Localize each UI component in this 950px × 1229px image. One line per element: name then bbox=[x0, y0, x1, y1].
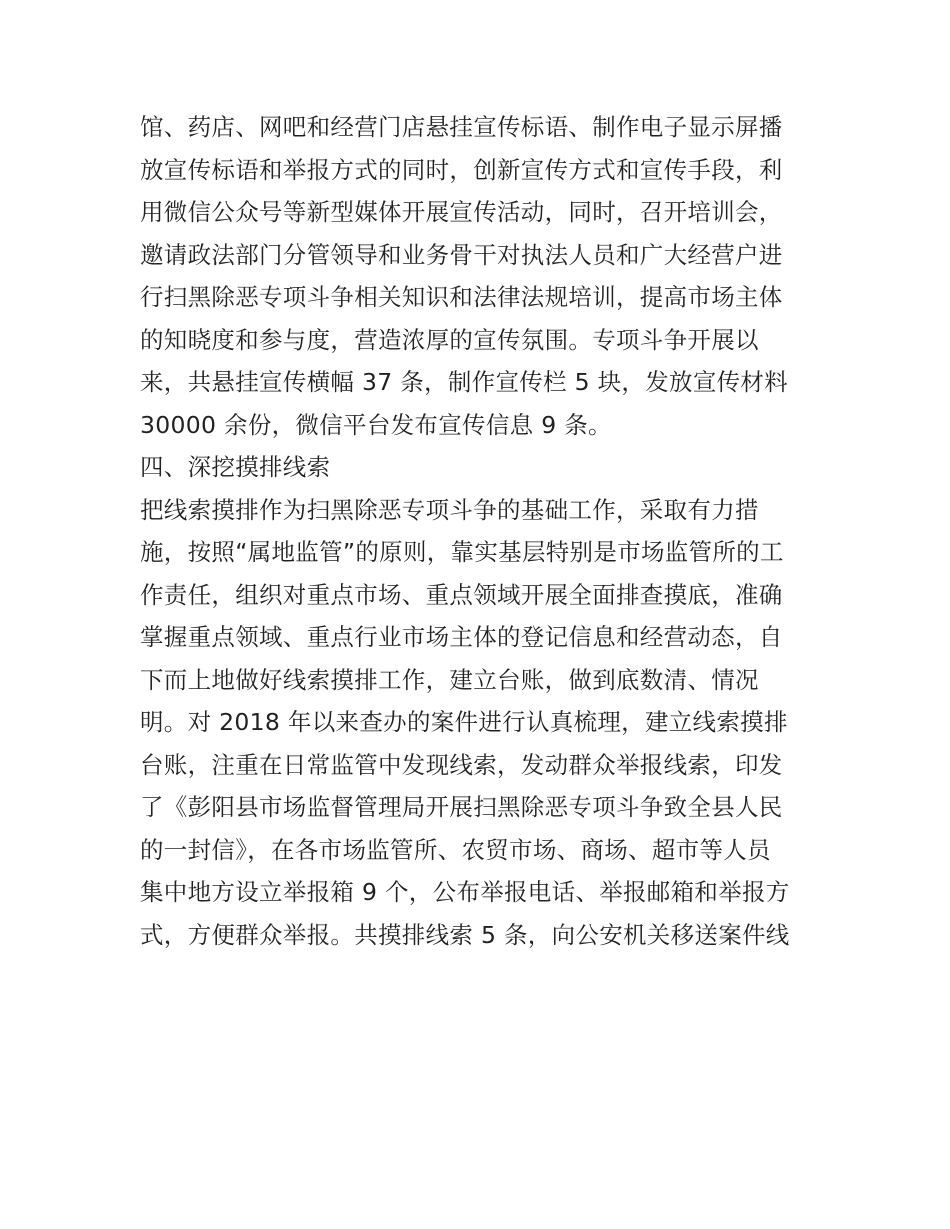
text-line: 30000 余份，微信平台发布宣传信息 9 条。 bbox=[140, 410, 612, 439]
text-line: 集中地方设立举报箱 9 个，公布举报电话、举报邮箱和举报方 bbox=[140, 878, 790, 906]
text-line: 下而上地做好线索摸排工作，建立台账，做到底数清、情况 bbox=[140, 665, 759, 694]
text-line: 施，按照“属地监管”的原则，靠实基层特别是市场监管所的工 bbox=[140, 538, 784, 566]
text-line: 台账，注重在日常监管中发现线索，发动群众举报线索，印发 bbox=[140, 750, 783, 779]
text-line: 了《彭阳县市场监督管理局开展扫黑除恶专项斗争致全县人民 bbox=[140, 793, 783, 821]
text-line: 邀请政法部门分管领导和业务骨干对执法人员和广大经营户进 bbox=[140, 240, 783, 269]
text-line: 明。对 2018 年以来查办的案件进行认真梳理，建立线索摸排 bbox=[140, 708, 788, 736]
text-line: 作责任，组织对重点市场、重点领域开展全面排查摸底，准确 bbox=[140, 580, 783, 609]
document-body bbox=[140, 106, 820, 956]
section-heading: 四、深挖摸排线索 bbox=[140, 453, 331, 481]
text-line: 把线索摸排作为扫黑除恶专项斗争的基础工作，采取有力措 bbox=[140, 495, 759, 524]
text-line: 来，共悬挂宣传横幅 37 条，制作宣传栏 5 块，发放宣传材料 bbox=[140, 368, 789, 396]
text-line: 的一封信》，在各市场监管所、农贸市场、商场、超市等人员 bbox=[140, 835, 771, 864]
text-line: 的知晓度和参与度，营造浓厚的宣传氛围。专项斗争开展以 bbox=[140, 325, 759, 354]
text-line: 式，方便群众举报。共摸排线索 5 条，向公安机关移送案件线 bbox=[140, 920, 790, 949]
text-line: 掌握重点领域、重点行业市场主体的登记信息和经营动态，自 bbox=[140, 623, 783, 651]
text-line: 放宣传标语和举报方式的同时，创新宣传方式和宣传手段，利 bbox=[140, 155, 783, 184]
text-line: 用微信公众号等新型媒体开展宣传活动，同时，召开培训会， bbox=[140, 198, 783, 226]
text-line: 行扫黑除恶专项斗争相关知识和法律法规培训，提高市场主体 bbox=[140, 283, 783, 311]
text-line: 馆、药店、网吧和经营门店悬挂宣传标语、制作电子显示屏播 bbox=[140, 113, 783, 141]
